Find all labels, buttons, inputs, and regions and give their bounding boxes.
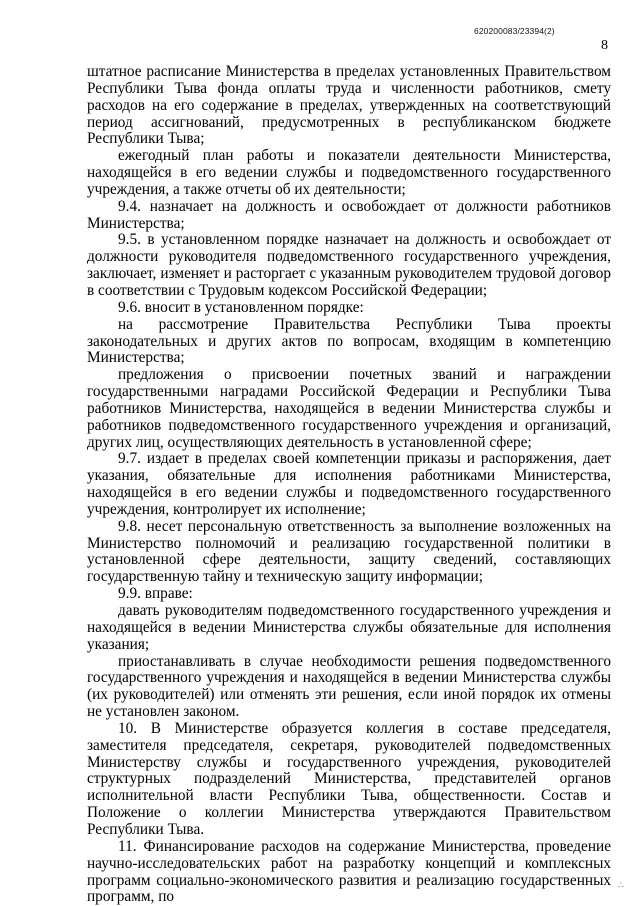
paragraph: 9.6. вносит в установленном порядке: xyxy=(118,298,364,316)
paragraph: 11. Финансирование расходов на содержание Министерства, проведение научно-исследовательских работ на разработку концепций и комплексных программ социально-экономического развития и реализацию государственных программ, по xyxy=(87,837,611,906)
paragraph: 9.8. несет персональную ответственность за выполнение возложенных на Министерство полномочий и реализацию государственной политики в установленной сфере деятельности, защиту сведений, составляющих государственную тайну и техническую защиту информации; xyxy=(87,517,611,586)
paragraph: 10. В Министерстве образуется коллегия в составе председателя, заместителя председателя, секретаря, руководителей подведомственных Министерству службы и государственного учреждения, руководителей структурных подразделений Министерства, представителей органов исполнительной власти Республики Тыва, общественности. Состав и Положение о коллегии Министерства утверждаются Правительством Республики Тыва. xyxy=(87,719,611,838)
paragraph: 9.5. в установленном порядке назначает на должность и освобождает от должности руководителя подведомственного государственного учреждения, заключает, изменяет и расторгает с указанным руководителем трудовой договор в соответствии с Трудовым кодексом Российской Федерации; xyxy=(87,231,611,299)
paragraph: 9.4. назначает на должность и освобождает от должности работников Министерства; xyxy=(87,197,611,232)
paragraph: предложения о присвоении почетных званий и награждении государственными наградами Российской Федерации и Республики Тыва работников Министерства, находящейся в ведении Министерства службы и работников подведомственного государственного учреждения и организаций, других лиц, осуществляющих деятельность в установленной сфере; xyxy=(87,366,611,451)
paragraph: 9.9. вправе: xyxy=(118,585,193,603)
document-number: 620200083/23394(2) xyxy=(474,26,555,36)
scan-artifact-icon: ∴ xyxy=(618,880,626,890)
paragraph: штатное расписание Министерства в пределах установленных Правительством Республики Тыва фонда оплаты труда и численности работников, смету расходов на его содержание в пределах, утвержденных на соответствующий период ассигнований, предусмотренных в республиканском бюджете Республики Тыва; xyxy=(87,63,611,148)
paragraph: давать руководителям подведомственного государственного учреждения и находящейся в ведении Министерства службы обязательные для исполнения указания; xyxy=(87,602,611,653)
paragraph: 9.7. издает в пределах своей компетенции приказы и распоряжения, дает указания, обязательные для исполнения работниками Министерства, находящейся в его ведении службы и подведомственного государственного учреждения, контролирует их исполнение; xyxy=(87,450,611,518)
document-body xyxy=(87,64,611,906)
page-number: 8 xyxy=(601,38,608,53)
paragraph: приостанавливать в случае необходимости решения подведомственного государственного учреждения и находящейся в ведении Министерства службы (их руководителей) или отменять эти решения, если иной порядок их отмены не установлен законом. xyxy=(87,652,611,721)
paragraph: на рассмотрение Правительства Республики Тыва проекты законодательных и других актов по вопросам, входящим в компетенцию Министерства; xyxy=(87,315,611,367)
paragraph: ежегодный план работы и показатели деятельности Министерства, находящейся в его ведении службы и подведомственного государственного учреждения, а также отчеты об их деятельности; xyxy=(87,147,611,198)
